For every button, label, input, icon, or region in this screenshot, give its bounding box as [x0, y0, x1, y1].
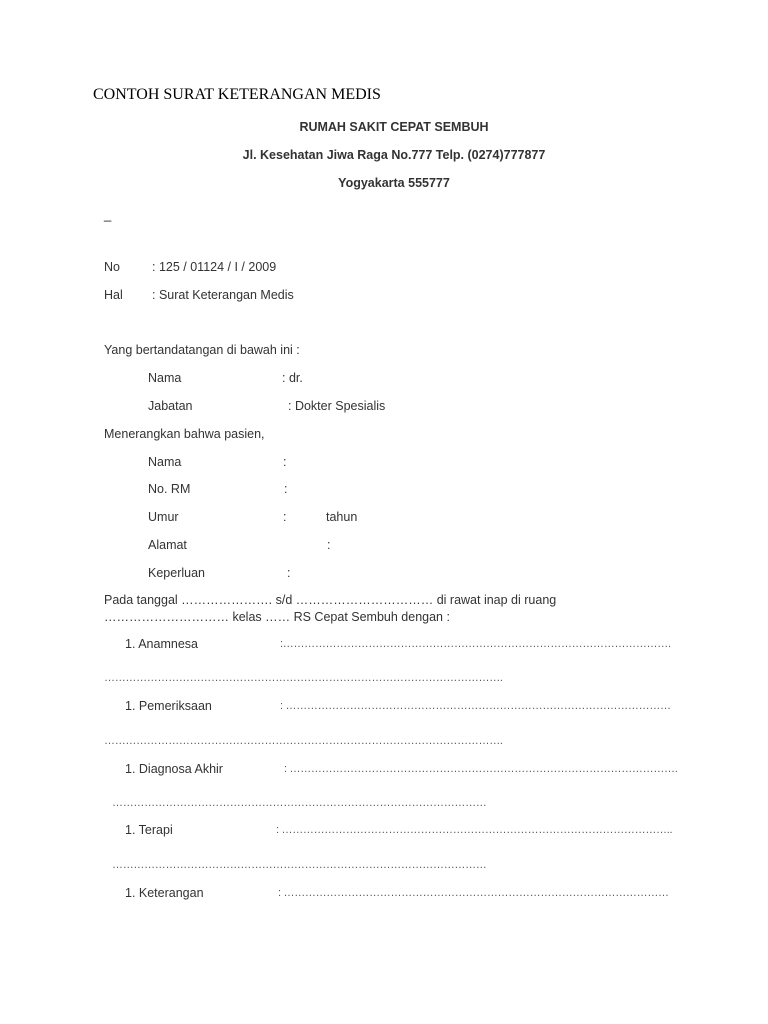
signatory-nama-label: Nama — [148, 371, 182, 385]
patient-alamat-label: Alamat — [148, 538, 187, 552]
item-terapi-label: 1. Terapi — [125, 823, 173, 837]
patient-nama-label: Nama — [148, 455, 182, 469]
item-pemeriksaan-continuation: …………………………………………………………………………………………………. — [104, 735, 503, 747]
item-diagnosa-label: 1. Diagnosa Akhir — [125, 762, 223, 776]
item-pemeriksaan-label: 1. Pemeriksaan — [125, 699, 212, 713]
patient-rm-colon: : — [284, 482, 288, 496]
short-dash: _ — [104, 207, 112, 222]
item-anamnesa-label: 1. Anamnesa — [125, 637, 198, 651]
item-terapi-value: : ……………………………………………………………………………………………….. — [276, 824, 673, 836]
item-anamnesa-value: :………………………………………………………………………………………………. — [280, 638, 671, 650]
patient-intro: Menerangkan bahwa pasien, — [104, 427, 265, 441]
document-heading: CONTOH SURAT KETERANGAN MEDIS — [93, 86, 381, 103]
stay-line-1: Pada tanggal …………………. s/d …………………………… di rawat inap di ruang — [104, 593, 557, 607]
patient-keperluan-label: Keperluan — [148, 566, 205, 580]
patient-umur-unit: tahun — [326, 510, 358, 524]
ref-hal-label: Hal — [104, 288, 123, 302]
ref-no-value: : 125 / 01124 / I / 2009 — [152, 260, 277, 274]
signatory-jabatan-value: : Dokter Spesialis — [288, 399, 386, 413]
patient-rm-label: No. RM — [148, 482, 191, 496]
patient-keperluan-colon: : — [287, 566, 291, 580]
hospital-address: Jl. Kesehatan Jiwa Raga No.777 Telp. (0274)777877 — [242, 148, 546, 162]
item-terapi-continuation: …………………………………………………………………………………………… — [112, 859, 487, 871]
item-diagnosa-continuation: …………………………………………………………………………………………… — [112, 797, 487, 809]
signatory-nama-value: : dr. — [282, 371, 303, 385]
patient-umur-colon: : — [283, 510, 287, 524]
patient-alamat-colon: : — [327, 538, 331, 552]
item-pemeriksaan-value: : ……………………………………………………………………………………………… — [280, 700, 671, 712]
patient-umur-label: Umur — [148, 510, 179, 524]
item-keterangan-value: : ……………………………………………………………………………………………… — [278, 887, 669, 899]
ref-hal-value: : Surat Keterangan Medis — [152, 288, 294, 302]
item-keterangan-label: 1. Keterangan — [125, 886, 204, 900]
ref-no-label: No — [104, 260, 120, 274]
signatory-jabatan-label: Jabatan — [148, 399, 193, 413]
signatory-intro: Yang bertandatangan di bawah ini : — [104, 343, 300, 357]
hospital-city: Yogyakarta 555777 — [338, 176, 450, 190]
hospital-name: RUMAH SAKIT CEPAT SEMBUH — [299, 120, 489, 134]
stay-line-2: ………………………… kelas …… RS Cepat Sembuh dengan : — [104, 610, 450, 624]
patient-nama-colon: : — [283, 455, 287, 469]
item-diagnosa-value: : ………………………………………………………………………………………………. — [284, 763, 678, 775]
item-anamnesa-continuation: …………………………………………………………………………………………………. — [104, 672, 503, 684]
